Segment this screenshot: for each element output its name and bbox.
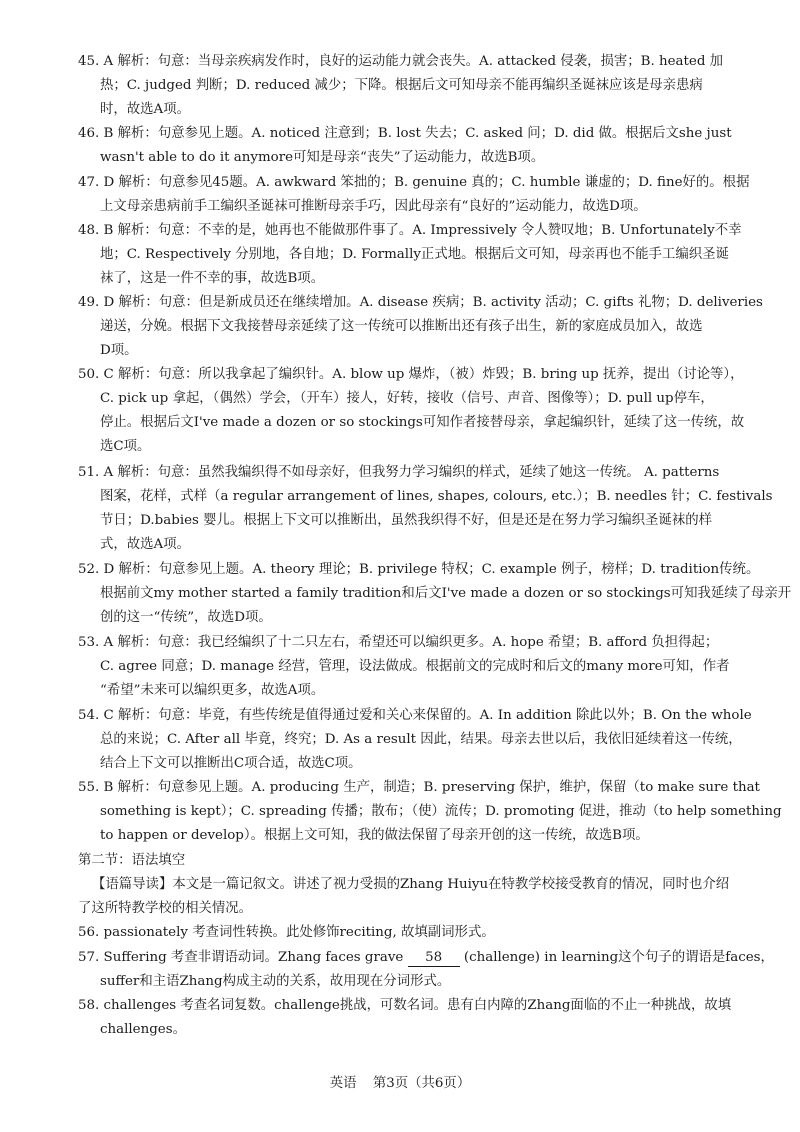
answer-line: 50. C 解析：句意：所以我拿起了编织针。A. blow up 爆炸，（被）炸毁；B. bring up 抚养，提出（讨论等）， [78,367,744,382]
answer-line [78,946,774,970]
answer-line: 图案，花样，式样（a regular arrangement of lines, shapes, colours, etc.）；B. needles 针；C. festivals [100,489,773,504]
answer-45 [78,50,748,122]
answer-58 [78,994,748,1042]
answer-57 [78,946,774,994]
guide-line: 了这所特教学校的相关情况。 [78,901,253,916]
answer-line: “希望”未来可以编织更多，故选A项。 [100,683,325,698]
answer-line: wasn't able to do it anymore可知是母亲“丧失”了运动能力，故选B项。 [100,150,545,165]
answer-line: to happen or develop）。根据上文可知，我的做法保留了母亲开创的这一传统，故选B项。 [100,828,649,843]
answer-line: 46. B 解析：句意参见上题。A. noticed 注意到；B. lost 失去；C. asked 问；D. did 做。根据后文she just [78,126,732,141]
answer-49 [78,291,763,363]
answer-50 [78,363,748,459]
answer-54 [78,704,752,776]
answer-line: 总的来说；C. After all 毕竟，终究；D. As a result 因此，结果。母亲去世以后，我依旧延续着这一传统， [100,732,742,747]
answer-line: 53. A 解析：句意：我已经编织了十二只左右，希望还可以编织更多。A. hope 希望；B. afford 负担得起； [78,635,719,650]
answer-line: challenges。 [100,1022,186,1037]
answer-line: 袜了，这是一件不幸的事，故选B项。 [100,271,325,286]
answer-line: 递送，分娩。根据下文我接替母亲延续了这一传统可以推断出还有孩子出生，新的家庭成员加入，故选 [100,319,703,334]
answer-line: 上文母亲患病前手工编织圣诞袜可推断母亲手巧，因此母亲有“良好的”运动能力，故选D项。 [100,199,647,214]
answer-line: 时，故选A项。 [100,102,191,117]
footer-page-number: 第3页（共6页） [372,1076,471,1091]
passage-guide [78,873,748,921]
answer-line: 地；C. Respectively 分别地，各自地；D. Formally正式地。根据后文可知，母亲再也不能手工编织圣诞 [100,247,729,262]
answer-line: 式，故选A项。 [100,537,191,552]
answer-line: C. agree 同意；D. manage 经营，管理，设法做成。根据前文的完成时和后文的many more可知，作者 [100,659,730,674]
answer-line: 45. A 解析：句意：当母亲疾病发作时，良好的运动能力就会丧失。A. attacked 侵袭，损害；B. heated 加 [78,54,724,69]
fill-blank: 58 [408,950,460,967]
answer-line: 48. B 解析：句意：不幸的是，她再也不能做那件事了。A. Impressively 令人赞叹地；B. Unfortunately不幸 [78,223,742,238]
answer-51 [78,461,773,557]
page-footer [0,1072,800,1091]
answer-line: 热；C. judged 判断；D. reduced 减少；下降。根据后文可知母亲不能再编织圣诞袜应该是母亲患病 [100,78,703,93]
answer-line: 58. challenges 考查名词复数。challenge挑战，可数名词。患有白内障的Zhang面临的不止一种挑战，故填 [78,998,732,1013]
answer-47 [78,171,748,219]
answer-line: 56. passionately 考查词性转换。此处修饰reciting, 故填副词形式。 [78,925,495,940]
answer-line: 选C项。 [100,439,151,454]
answer-text: (challenge) in learning这个句子的谓语是faces， [459,950,774,965]
answer-line: 54. C 解析：句意：毕竟，有些传统是值得通过爱和关心来保留的。A. In addition 除此以外；B. On the whole [78,708,752,723]
answer-52 [78,558,792,630]
answer-line: D项。 [100,343,138,358]
answer-line: C. pick up 拿起，（偶然）学会，（开车）接人，好转，接收（信号、声音、图像等）；D. pull up停车， [100,391,714,406]
answer-line: 停止。根据后文I've made a dozen or so stockings可知作者接替母亲，拿起编织针，延续了这一传统，故 [100,415,745,430]
answer-48 [78,219,748,291]
answer-line: something is kept）；C. spreading 传播；散布；（使）流传；D. promoting 促进，推动（to help something [100,804,782,819]
answer-line: 52. D 解析：句意参见上题。A. theory 理论；B. privilege 特权；C. example 例子，榜样；D. tradition传统。 [78,562,760,577]
answer-55 [78,776,782,848]
answer-56 [78,921,748,945]
answer-line: 结合上下文可以推断出C项合适，故选C项。 [100,756,362,771]
footer-subject: 英语 [329,1076,357,1091]
answer-46 [78,122,748,170]
answer-text: 57. Suffering 考查非谓语动词。Zhang faces grave [78,950,408,965]
answer-line: 51. A 解析：句意：虽然我编织得不如母亲好，但我努力学习编织的样式，延续了她这一传统。 A. patterns [78,465,720,480]
answer-line: suffer和主语Zhang构成主动的关系，故用现在分词形式。 [100,974,451,989]
answer-line: 创的这一“传统”，故选D项。 [100,610,272,625]
section-title: 第二节：语法填空 [78,853,186,868]
answer-53 [78,631,748,703]
answer-line: 47. D 解析：句意参见45题。A. awkward 笨拙的；B. genuine 真的；C. humble 谦虚的；D. fine好的。根据 [78,175,750,190]
guide-line: 【语篇导读】本文是一篇记叙文。讲述了视力受损的Zhang Huiyu在特教学校接受教育的情况，同时也介绍 [92,877,730,892]
answer-line: 55. B 解析：句意参见上题。A. producing 生产，制造；B. preserving 保护，维护，保留（to make sure that [78,780,760,795]
answer-line: 49. D 解析：句意：但是新成员还在继续增加。A. disease 疾病；B. activity 活动；C. gifts 礼物；D. deliveries [78,295,763,310]
answer-line: 节日；D.babies 婴儿。根据上下文可以推断出，虽然我织得不好，但是还是在努力学习编织圣诞袜的样 [100,513,712,528]
answer-line: 根据前文my mother started a family tradition和后文I've made a dozen or so stockings可知我延续了母亲开 [100,586,792,601]
